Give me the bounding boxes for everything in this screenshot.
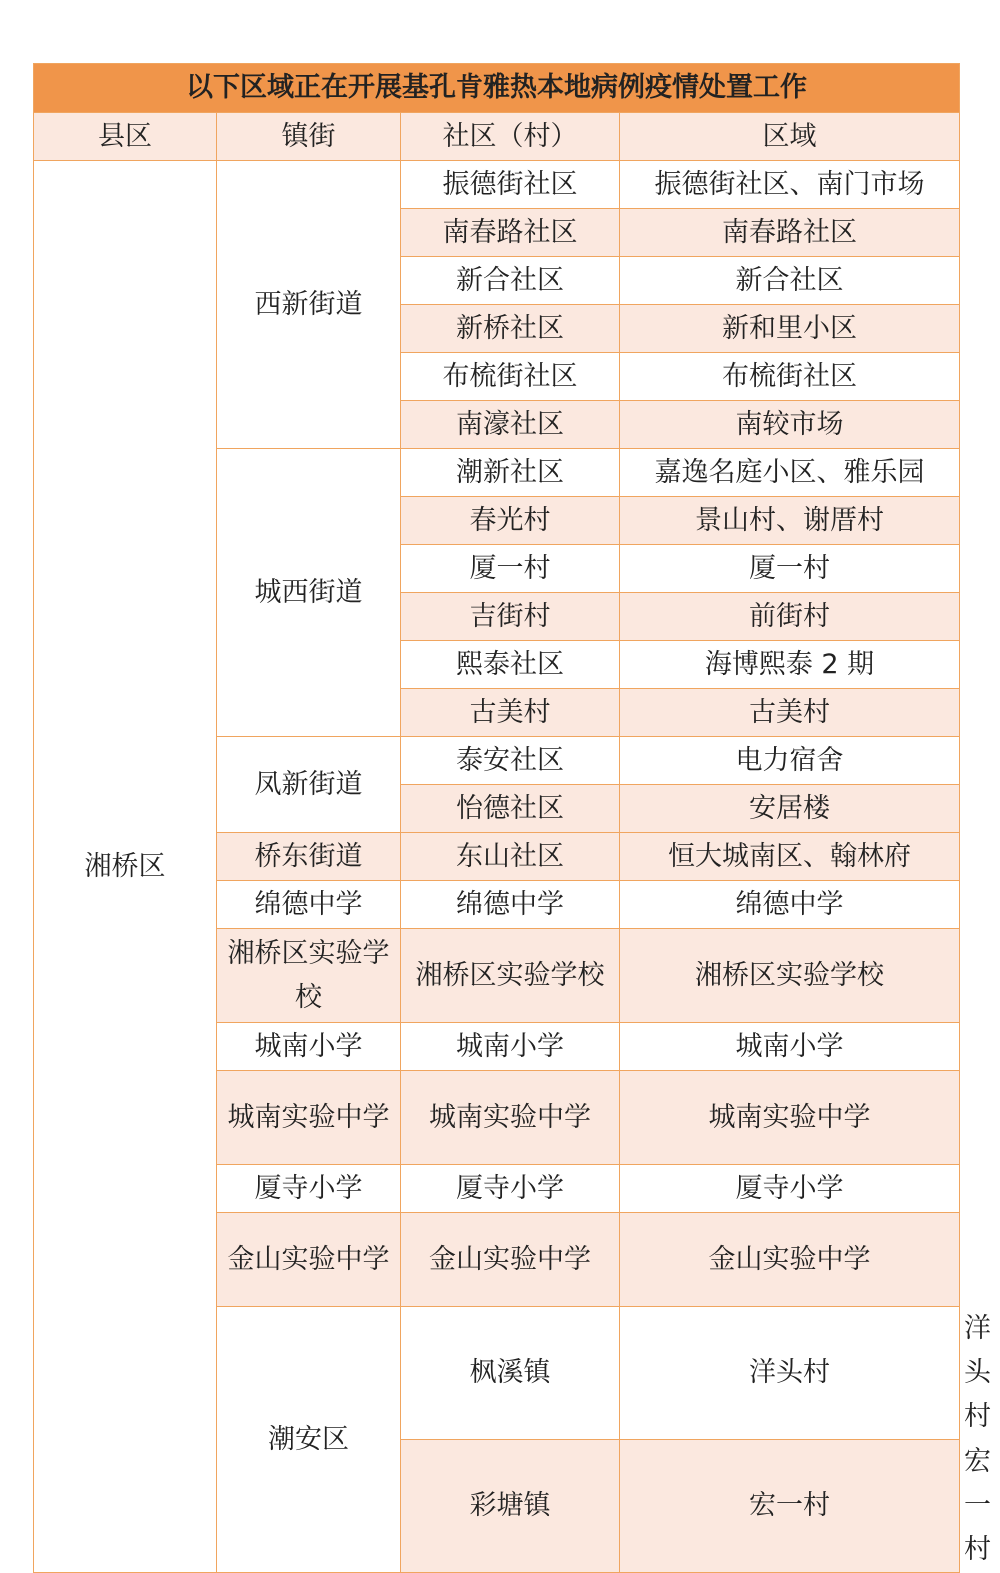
- community-cell: 新桥社区: [401, 305, 620, 353]
- town-cell: 枫溪镇: [401, 1307, 620, 1440]
- town-cell: 西新街道: [217, 161, 401, 449]
- area-cell: 古美村: [620, 689, 960, 737]
- area-cell: 绵德中学: [620, 881, 960, 929]
- area-cell: 前街村: [620, 593, 960, 641]
- town-cell: 桥东街道: [217, 833, 401, 881]
- table-row: 彩塘镇 宏一村 宏一村: [34, 1440, 960, 1573]
- area-cell: 布梳街社区: [620, 353, 960, 401]
- area-cell: 嘉逸名庭小区、雅乐园: [620, 449, 960, 497]
- community-cell: 城南小学: [401, 1023, 620, 1071]
- area-cell: 振德街社区、南门市场: [620, 161, 960, 209]
- header-row: [34, 113, 960, 161]
- community-cell: 宏一村: [620, 1440, 960, 1573]
- town-cell: 彩塘镇: [401, 1440, 620, 1573]
- community-cell: 泰安社区: [401, 737, 620, 785]
- community-cell: 城南实验中学: [401, 1071, 620, 1165]
- area-cell: 景山村、谢厝村: [620, 497, 960, 545]
- table-row: 潮安区 枫溪镇 洋头村 洋头村: [34, 1307, 960, 1440]
- area-cell: 厦寺小学: [620, 1165, 960, 1213]
- community-cell: 绵德中学: [401, 881, 620, 929]
- town-cell: 凤新街道: [217, 737, 401, 833]
- area-cell: 电力宿舍: [620, 737, 960, 785]
- community-cell: 洋头村: [620, 1307, 960, 1440]
- town-cell: 城南实验中学: [217, 1071, 401, 1165]
- county-cell: 潮安区: [217, 1307, 401, 1573]
- area-cell: 恒大城南区、翰林府: [620, 833, 960, 881]
- community-cell: 吉街村: [401, 593, 620, 641]
- community-cell: 新合社区: [401, 257, 620, 305]
- outbreak-area-table: [33, 63, 991, 1573]
- header-area: 区域: [620, 113, 960, 161]
- area-cell: 厦一村: [620, 545, 960, 593]
- county-cell: 湘桥区: [34, 161, 217, 1573]
- town-cell: 金山实验中学: [217, 1213, 401, 1307]
- area-cell: 新合社区: [620, 257, 960, 305]
- area-cell: 安居楼: [620, 785, 960, 833]
- table-title: 以下区域正在开展基孔肯雅热本地病例疫情处置工作: [34, 64, 960, 113]
- community-cell: 古美村: [401, 689, 620, 737]
- town-cell: 城西街道: [217, 449, 401, 737]
- area-cell: 金山实验中学: [620, 1213, 960, 1307]
- header-town: 镇街: [217, 113, 401, 161]
- town-cell: 绵德中学: [217, 881, 401, 929]
- header-community: 社区（村）: [401, 113, 620, 161]
- town-cell: 厦寺小学: [217, 1165, 401, 1213]
- community-cell: 南春路社区: [401, 209, 620, 257]
- town-cell: 城南小学: [217, 1023, 401, 1071]
- community-cell: 东山社区: [401, 833, 620, 881]
- town-cell: 湘桥区实验学校: [217, 929, 401, 1023]
- area-cell: 南春路社区: [620, 209, 960, 257]
- community-cell: 金山实验中学: [401, 1213, 620, 1307]
- community-cell: 潮新社区: [401, 449, 620, 497]
- table-row: [34, 161, 960, 209]
- community-cell: 南濠社区: [401, 401, 620, 449]
- community-cell: 熙泰社区: [401, 641, 620, 689]
- area-cell: 海博熙泰 2 期: [620, 641, 960, 689]
- community-cell: 春光村: [401, 497, 620, 545]
- community-cell: 湘桥区实验学校: [401, 929, 620, 1023]
- community-cell: 布梳街社区: [401, 353, 620, 401]
- area-cell: 南较市场: [620, 401, 960, 449]
- area-cell: 新和里小区: [620, 305, 960, 353]
- area-cell: 城南小学: [620, 1023, 960, 1071]
- area-cell: 城南实验中学: [620, 1071, 960, 1165]
- community-cell: 怡德社区: [401, 785, 620, 833]
- header-county: 县区: [34, 113, 217, 161]
- community-cell: 厦一村: [401, 545, 620, 593]
- area-cell: 湘桥区实验学校: [620, 929, 960, 1023]
- community-cell: 振德街社区: [401, 161, 620, 209]
- community-cell: 厦寺小学: [401, 1165, 620, 1213]
